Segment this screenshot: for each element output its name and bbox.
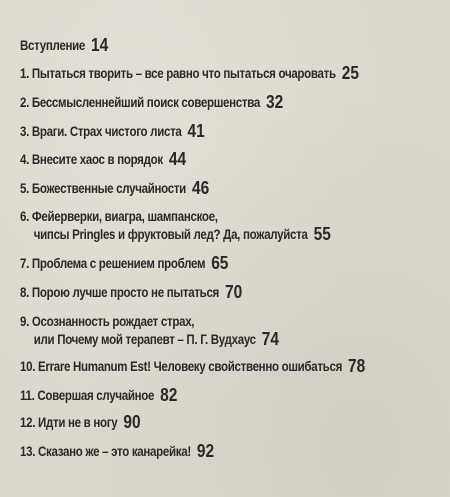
toc-entry-title: 8. Порою лучше просто не пытаться: [20, 285, 219, 300]
toc-entry-page-number: 92: [196, 441, 215, 461]
toc-entry-title-line-1: 9. Осознанность рождает страх,: [20, 314, 195, 329]
toc-entry-chapter-3: [20, 122, 205, 140]
toc-entry-chapter-1: [20, 64, 359, 82]
toc-entry-page-number: 65: [211, 253, 229, 273]
toc-entry-page-number: 74: [261, 329, 280, 349]
toc-entry-chapter-5: [20, 179, 209, 197]
toc-entry-page-number: 44: [168, 149, 187, 169]
toc-entry-chapter-7: [20, 254, 228, 272]
toc-entry-page-number: 90: [123, 412, 141, 432]
toc-entry-page-number: 78: [348, 356, 366, 376]
toc-entry-title: 1. Пытаться творить – все равно что пытаться очаровать: [20, 66, 336, 81]
toc-entry-title: 12. Идти не в ногу: [20, 415, 118, 430]
toc-entry-page-number: 46: [191, 178, 210, 198]
toc-entry-chapter-4: [20, 150, 186, 168]
toc-entry-page-number: 14: [91, 35, 109, 55]
toc-entry-title: 4. Внесите хаос в порядок: [20, 152, 163, 167]
toc-entry-title: 2. Бессмысленнейший поиск совершенства: [20, 95, 260, 110]
toc-entry-chapter-6: [20, 208, 331, 243]
toc-entry-chapter-12: [20, 413, 141, 431]
toc-entry-page-number: 82: [160, 385, 178, 405]
toc-entry-title-line-2: [20, 225, 331, 243]
toc-entry-chapter-10: [20, 357, 365, 375]
toc-entry-chapter-8: [20, 283, 242, 301]
toc-entry-page-number: 41: [187, 121, 205, 141]
toc-entry-title-line-2-text: чипсы Pringles и фруктовый лед? Да, пожалуйста: [33, 227, 308, 242]
toc-entry-page-number: 55: [313, 224, 331, 244]
toc-entry-title: 7. Проблема с решением проблем: [20, 256, 206, 271]
toc-entry-chapter-9: [20, 313, 279, 348]
toc-entry-title: 10. Errare Humanum Est! Человеку свойственно ошибаться: [20, 359, 342, 374]
toc-entry-title-line-2: [20, 330, 279, 348]
toc-entry-title-line-1: 6. Фейерверки, виагра, шампанское,: [20, 209, 218, 224]
toc-entry-chapter-13: [20, 442, 214, 460]
toc-entry-title: 3. Враги. Страх чистого листа: [20, 124, 182, 139]
toc-entry-chapter-2: [20, 93, 283, 111]
toc-entry-title: 13. Сказано же – это канарейка!: [20, 444, 191, 459]
toc-entry-title: 11. Совершая случайное: [20, 388, 155, 403]
toc-entry-intro: [20, 36, 108, 54]
toc-entry-page-number: 32: [265, 92, 284, 112]
toc-entry-chapter-11: [20, 386, 177, 404]
toc-entry-title-line-2-text: или Почему мой терапевт – П. Г. Вудхаус: [33, 332, 256, 347]
toc-entry-page-number: 70: [225, 282, 243, 302]
toc-entry-title: Вступление: [20, 38, 86, 53]
toc-entry-title: 5. Божественные случайности: [20, 181, 186, 196]
toc-entry-page-number: 25: [341, 63, 359, 83]
